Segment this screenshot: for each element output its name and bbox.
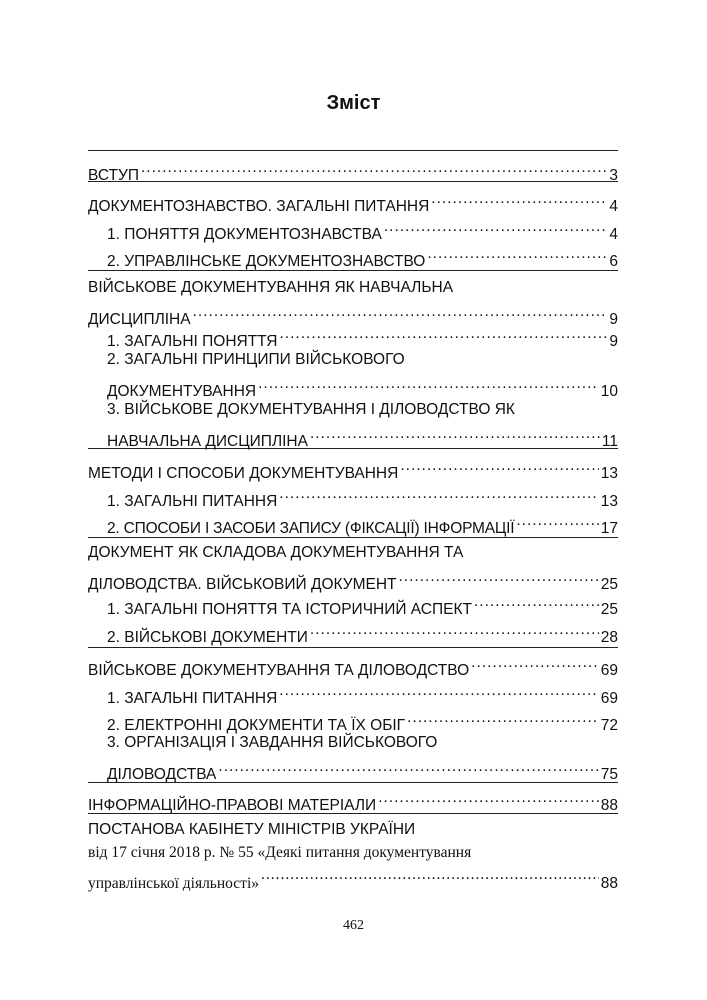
toc-entry-label: МЕТОДИ І СПОСОБИ ДОКУМЕНТУВАННЯ: [88, 465, 399, 482]
dot-leader: [279, 482, 598, 506]
toc-entry-label-line: 3. ОРГАНІЗАЦІЯ І ЗАВДАННЯ ВІЙСЬКОВОГО: [107, 734, 438, 751]
toc-entry[interactable]: [88, 156, 618, 188]
toc-entry-label: ДІЛОВОДСТВА: [107, 766, 217, 783]
section-divider: [88, 150, 618, 151]
toc-entry-label: 1. ПОНЯТТЯ ДОКУМЕНТОЗНАВСТВА: [107, 226, 382, 243]
dot-leader: [399, 565, 599, 589]
dot-leader: [384, 215, 608, 239]
toc-entry-page: 10: [600, 383, 618, 400]
dot-leader: [141, 156, 607, 180]
dot-leader: [431, 187, 607, 211]
dot-leader: [258, 372, 599, 396]
toc-entry-page: 9: [609, 311, 618, 328]
toc-entry-label: ДОКУМЕНТУВАННЯ: [107, 383, 257, 400]
dot-leader: [427, 242, 607, 266]
toc-entry-label-line: ПОСТАНОВА КАБІНЕТУ МІНІСТРІВ УКРАЇНИ: [88, 821, 416, 838]
toc-entry-page: 11: [601, 433, 618, 450]
toc-entry-label-line: ДОКУМЕНТ ЯК СКЛАДОВА ДОКУМЕНТУВАННЯ ТА: [88, 544, 464, 561]
dot-leader: [280, 322, 608, 346]
toc-entry-label-line: 2. ЗАГАЛЬНІ ПРИНЦИПИ ВІЙСЬКОВОГО: [107, 351, 405, 368]
toc-entry-label: 1. ЗАГАЛЬНІ ПИТАННЯ: [107, 493, 278, 510]
toc-entry-label: НАВЧАЛЬНА ДИСЦИПЛІНА: [107, 433, 308, 450]
toc-entry-label: 2. УПРАВЛІНСЬКЕ ДОКУМЕНТОЗНАВСТВО: [107, 253, 426, 270]
toc-entry[interactable]: [107, 509, 618, 541]
dot-leader: [378, 786, 599, 810]
dot-leader: [516, 509, 598, 533]
toc-entry-page: 69: [600, 662, 618, 679]
dot-leader: [310, 618, 599, 642]
toc-entry-label-line: від 17 січня 2018 р. № 55 «Деякі питання документування: [88, 844, 472, 861]
dot-leader: [400, 454, 598, 478]
toc-entry-label: 2. СПОСОБИ І ЗАСОБИ ЗАПИСУ (ФІКСАЦІЇ) ІНФОРМАЦІЇ: [107, 520, 515, 537]
toc-entry[interactable]: [107, 398, 618, 454]
toc-entry-label: ВІЙСЬКОВЕ ДОКУМЕНТУВАННЯ ТА ДІЛОВОДСТВО: [88, 662, 470, 679]
toc-entry-page: 75: [600, 766, 618, 783]
toc-entry-label: управлінської діяльності»: [88, 875, 260, 892]
toc-entry[interactable]: [88, 818, 618, 895]
toc-entry-label: ДІЛОВОДСТВА. ВІЙСЬКОВИЙ ДОКУМЕНТ: [88, 576, 397, 593]
dot-leader: [193, 300, 608, 324]
toc-entry-page: 13: [600, 465, 618, 482]
toc-entry-label: 1. ЗАГАЛЬНІ ПОНЯТТЯ ТА ІСТОРИЧНИЙ АСПЕКТ: [107, 601, 472, 618]
toc-entry-page: 72: [600, 717, 618, 734]
toc-entry[interactable]: [107, 618, 618, 650]
toc-entry-label-line: ВІЙСЬКОВЕ ДОКУМЕНТУВАННЯ ЯК НАВЧАЛЬНА: [88, 279, 454, 296]
toc-entry-label: 1. ЗАГАЛЬНІ ПИТАННЯ: [107, 690, 278, 707]
toc-entry-label: 2. ВІЙСЬКОВІ ДОКУМЕНТИ: [107, 629, 308, 646]
toc-entry-page: 3: [609, 167, 618, 184]
toc-entry-page: 6: [609, 253, 618, 270]
toc-entry[interactable]: [107, 731, 618, 787]
toc-entry-label: ДИСЦИПЛІНА: [88, 311, 191, 328]
dot-leader: [218, 755, 598, 779]
toc-entry[interactable]: [88, 786, 618, 818]
toc-entry-page: 25: [600, 576, 618, 593]
toc-entry-page: 25: [600, 601, 618, 618]
toc-entry[interactable]: [107, 242, 618, 274]
dot-leader: [310, 422, 600, 446]
dot-leader: [279, 679, 598, 703]
toc-entry-page: 69: [600, 690, 618, 707]
toc-entry-page: 9: [609, 333, 618, 350]
toc-entry[interactable]: [107, 348, 618, 404]
toc-entry-page: 4: [609, 198, 618, 215]
toc-entry-page: 88: [600, 797, 618, 814]
page-number: 462: [343, 918, 364, 933]
page-title: Зміст: [326, 92, 381, 114]
dot-leader: [407, 706, 599, 730]
toc-entry-label: ВСТУП: [88, 167, 139, 184]
toc-entry-label-line: 3. ВІЙСЬКОВЕ ДОКУМЕНТУВАННЯ І ДІЛОВОДСТВО ЯК: [107, 401, 515, 418]
toc-entry-page: 88: [600, 875, 618, 892]
toc-entry-page: 17: [600, 520, 618, 537]
toc-entry-page: 13: [600, 493, 618, 510]
dot-leader: [474, 590, 599, 614]
toc-entry-page: 28: [600, 629, 618, 646]
toc-entry-label: ДОКУМЕНТОЗНАВСТВО. ЗАГАЛЬНІ ПИТАННЯ: [88, 198, 430, 215]
toc-entry-page: 4: [609, 226, 618, 243]
toc-entry[interactable]: [88, 541, 618, 597]
toc-entry-label: ІНФОРМАЦІЙНО-ПРАВОВІ МАТЕРІАЛИ: [88, 797, 377, 814]
dot-leader: [261, 864, 599, 888]
toc-entry-label: 2. ЕЛЕКТРОННІ ДОКУМЕНТИ ТА ЇХ ОБІГ: [107, 717, 406, 734]
toc-entry-label: 1. ЗАГАЛЬНІ ПОНЯТТЯ: [107, 333, 278, 350]
dot-leader: [471, 651, 599, 675]
